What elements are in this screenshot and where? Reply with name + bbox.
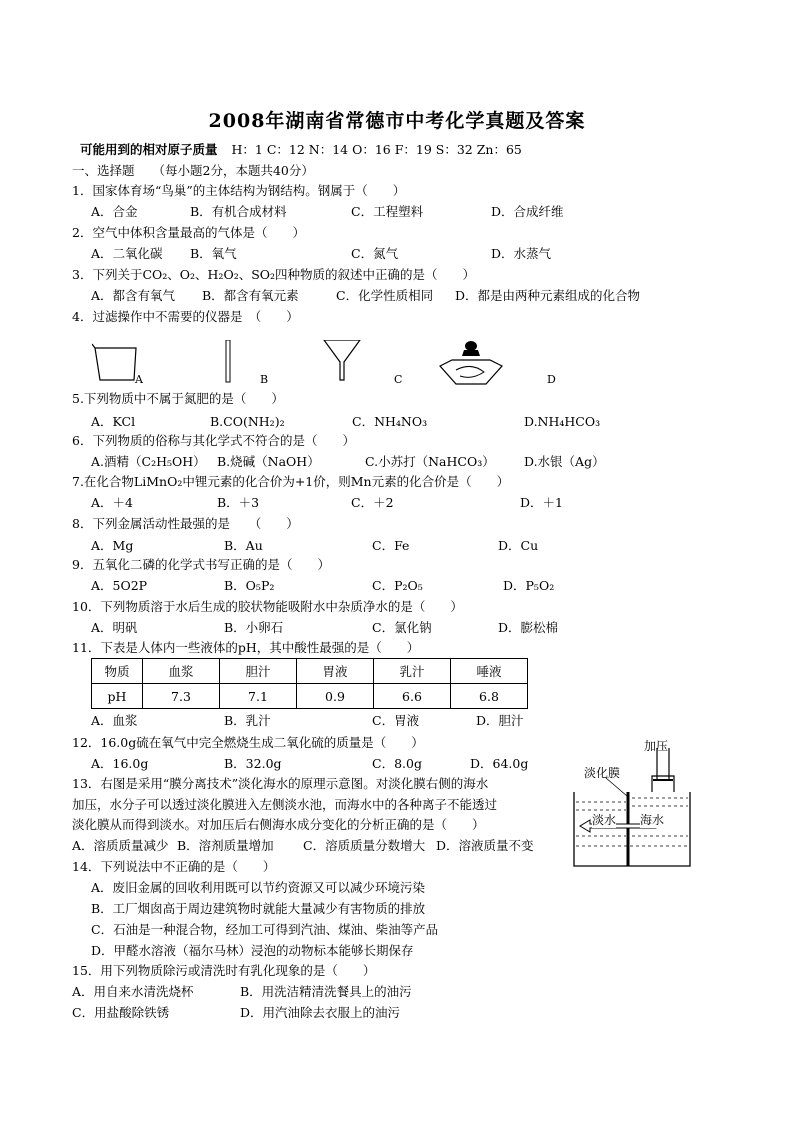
option: C．胃液	[372, 713, 420, 728]
funnel-drawing	[324, 340, 360, 380]
apparatus-label: A	[135, 373, 143, 386]
option: C．＋2	[351, 495, 394, 510]
option: A．废旧金属的回收利用既可以节约资源又可以减少环境污染	[91, 880, 426, 895]
option: B．都含有氧元素	[202, 288, 299, 303]
table-cell: 乳汁	[374, 659, 451, 684]
option: C．工程塑料	[351, 204, 424, 219]
section-title: 一、选择题	[72, 163, 135, 178]
question-stem: 10．下列物质溶于水后生成的胶状物能吸附水中杂质净水的是（ ）	[72, 599, 463, 614]
apparatus-figure	[92, 340, 602, 392]
option: A．血浆	[91, 713, 138, 728]
question-stem: 12．16.0g硫在氧气中完全燃烧生成二氧化硫的质量是（ ）	[72, 735, 424, 750]
option: D．都是由两种元素组成的化合物	[455, 288, 641, 303]
option: D．膨松棉	[498, 620, 559, 635]
option: C．化学性质相同	[336, 288, 434, 303]
option: D．甲醛水溶液（福尔马林）浸泡的动物标本能够长期保存	[91, 943, 414, 958]
atomic-mass-label: 可能用到的相对原子质量	[80, 142, 218, 157]
option: A．5O2P	[91, 578, 148, 593]
option: B．溶剂质量增加	[177, 838, 274, 853]
question-stem: 14．下列说法中不正确的是（ ）	[72, 859, 276, 874]
option: C．NH₄NO₃	[352, 414, 428, 429]
option: B．Au	[224, 538, 263, 553]
option: B．有机合成材料	[190, 204, 287, 219]
option: A.酒精（C₂H₅OH）	[91, 454, 206, 469]
option: A．＋4	[91, 495, 133, 510]
option: D．用汽油除去衣服上的油污	[240, 1005, 401, 1020]
table-row	[92, 684, 528, 709]
option: A．KCl	[91, 414, 136, 429]
piston-cylinder	[652, 776, 674, 792]
option: A．Mg	[91, 538, 134, 553]
option: D．胆汁	[476, 713, 524, 728]
page-title: 2008年湖南省常德市中考化学真题及答案	[208, 110, 586, 132]
option: A．用自来水清洗烧杯	[72, 984, 194, 999]
option: B.烧碱（NaOH）	[217, 454, 320, 469]
option: C．8.0g	[372, 756, 422, 771]
membrane-label: 淡化膜	[584, 766, 621, 780]
question-stem: 13．右图是采用“膜分离技术”淡化海水的原理示意图。对淡化膜右侧的海水	[72, 776, 489, 791]
option: C.小苏打（NaHCO₃）	[365, 454, 495, 469]
option: B．工厂烟囱高于周边建筑物时就能大量减少有害物质的排放	[91, 901, 426, 916]
option: A．明矾	[91, 620, 138, 635]
option: B．O₅P₂	[224, 578, 275, 593]
table-cell: 6.8	[451, 684, 528, 709]
question-stem: 加压，水分子可以透过淡化膜进入左侧淡水池，而海水中的各种离子不能透过	[72, 797, 498, 812]
sea-water-label: 海水	[640, 813, 665, 827]
option: B．乳汁	[224, 713, 271, 728]
option: A．二氧化碳	[91, 246, 163, 261]
question-stem: 15．用下列物质除污或清洗时有乳化现象的是（ ）	[72, 963, 376, 978]
question-stem: 淡化膜从而得到淡水。对加压后右侧海水成分变化的分析正确的是（ ）	[72, 817, 485, 832]
question-stem: 11．下表是人体内一些液体的pH，其中酸性最强的是（ ）	[72, 640, 420, 655]
section-note: （每小题2分，本题共40分）	[152, 163, 314, 178]
option: B．小卵石	[224, 620, 284, 635]
atomic-mass-values: H：1 C：12 N：14 O：16 F：19 S：32 Zn：65	[231, 142, 522, 157]
membrane-diagram	[572, 736, 696, 868]
fresh-water-label: 淡水	[592, 813, 617, 827]
option: D．溶液质量不变	[436, 838, 534, 853]
option: C．氮气	[351, 246, 399, 261]
lamp-drawing	[440, 341, 502, 384]
option: A．溶质质量减少	[72, 838, 169, 853]
option: B．＋3	[217, 495, 260, 510]
question-stem: 6．下列物质的俗称与其化学式不符合的是（ ）	[72, 433, 355, 448]
atomic-mass-line	[80, 142, 522, 158]
table-cell: 唾液	[451, 659, 528, 684]
option: C．P₂O₅	[372, 578, 423, 593]
glass-rod-drawing	[226, 340, 230, 382]
apparatus-label: C	[394, 373, 403, 386]
table-cell: 胆汁	[220, 659, 297, 684]
table-cell: 血浆	[143, 659, 220, 684]
option: C．Fe	[372, 538, 410, 553]
option: C．溶质质量分数增大	[303, 838, 426, 853]
option: D．水蒸气	[491, 246, 552, 261]
option: D．P₅O₂	[503, 578, 555, 593]
option: B．32.0g	[224, 756, 282, 771]
apparatus-label: B	[260, 373, 269, 386]
option: D.NH₄HCO₃	[524, 414, 601, 429]
section-heading	[72, 163, 314, 179]
table-cell: pH	[92, 684, 143, 709]
container-outline	[574, 792, 690, 866]
option: D．＋1	[520, 495, 563, 510]
table-cell: 7.1	[220, 684, 297, 709]
table-header-row	[92, 659, 528, 684]
question-stem: 2．空气中体积含量最高的气体是（ ）	[72, 225, 305, 240]
question-stem: 5.下列物质中不属于氮肥的是（ ）	[72, 391, 284, 406]
option: C．用盐酸除铁锈	[72, 1005, 170, 1020]
apparatus-label: D	[547, 373, 556, 386]
option: B．用洗洁精清洗餐具上的油污	[240, 984, 412, 999]
question-stem: 3．下列关于CO₂、O₂、H₂O₂、SO₂四种物质的叙述中正确的是（ ）	[72, 267, 476, 282]
question-stem: 8．下列金属活动性最强的是 （ ）	[72, 516, 299, 531]
option: D.水银（Ag）	[524, 454, 605, 469]
option: B.CO(NH₂)₂	[210, 414, 285, 429]
pressure-label: 加压	[644, 739, 669, 753]
option: D．64.0g	[470, 756, 529, 771]
option: A．合金	[91, 204, 138, 219]
table-cell: 0.9	[297, 684, 374, 709]
beaker-drawing	[92, 344, 136, 380]
option: D．Cu	[498, 538, 539, 553]
option: B．氧气	[190, 246, 237, 261]
table-cell: 胃液	[297, 659, 374, 684]
table-cell: 物质	[92, 659, 143, 684]
ph-table	[91, 658, 528, 709]
question-stem: 7.在化合物LiMnO₂中锂元素的化合价为+1价，则Mn元素的化合价是（ ）	[72, 474, 510, 489]
option: A．都含有氧气	[91, 288, 176, 303]
question-stem: 9．五氧化二磷的化学式书写正确的是（ ）	[72, 557, 330, 572]
option: D．合成纤维	[491, 204, 564, 219]
option: C．石油是一种混合物，经加工可得到汽油、煤油、柴油等产品	[91, 922, 439, 937]
question-stem: 1．国家体育场“鸟巢”的主体结构为钢结构。钢属于（ ）	[72, 183, 406, 198]
question-stem: 4．过滤操作中不需要的仪器是 （ ）	[72, 309, 299, 324]
table-cell: 6.6	[374, 684, 451, 709]
option: A．16.0g	[91, 756, 149, 771]
option: C．氯化钠	[372, 620, 432, 635]
table-cell: 7.3	[143, 684, 220, 709]
